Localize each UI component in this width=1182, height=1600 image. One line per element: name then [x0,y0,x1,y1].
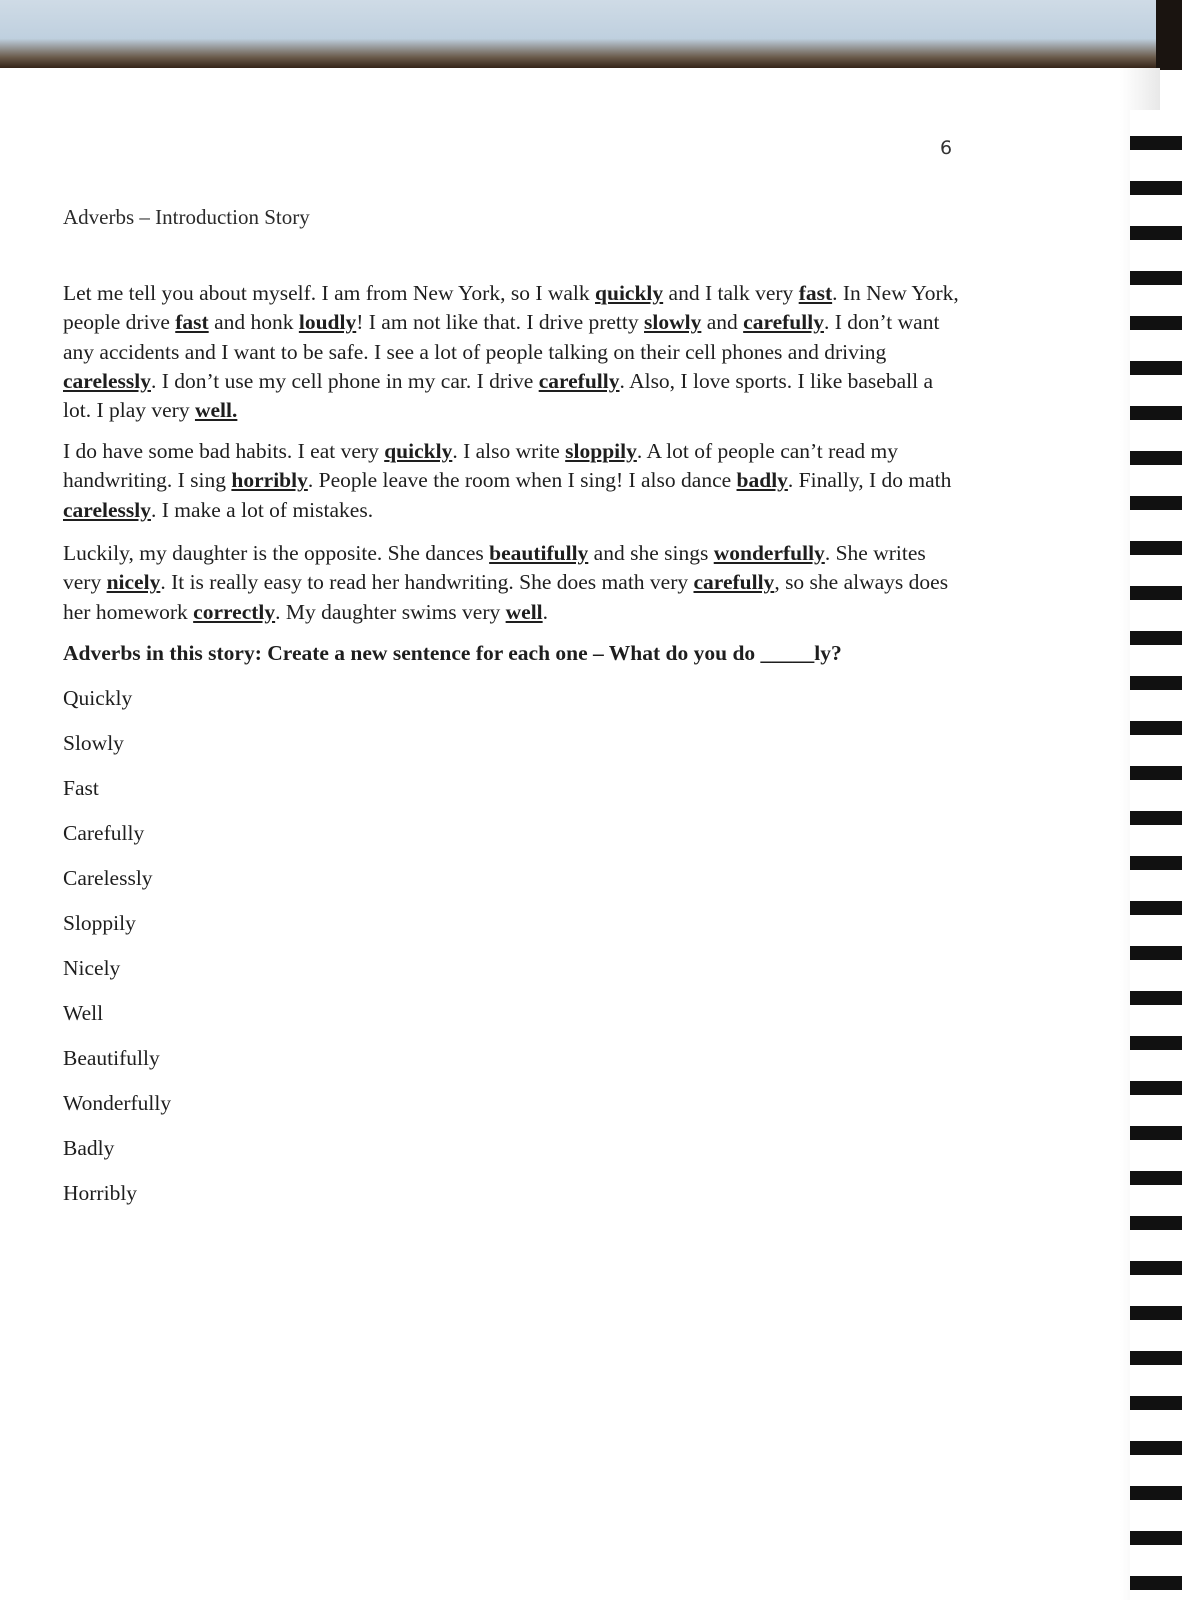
story-text: . I don’t want any accidents and I want to be safe. I see a lot of people talking on their cell phones and driving [63,310,940,364]
adverb-highlight: carefully [693,570,775,595]
story-text: . Also, I love sports. I like baseball a lot. I play very [63,368,933,423]
story-paragraph [63,539,963,627]
list-item: Wonderfully [63,1091,172,1115]
story-text: . I also write [452,439,566,463]
story-text: Let me tell you about myself. I am from New York, so I walk [63,281,596,305]
adverb-highlight: badly [736,468,788,493]
adverb-highlight: wonderfully [713,541,825,565]
adverb-highlight: fast [175,310,209,335]
story-text: . In New York, people drive [63,281,959,335]
scan-background-top [0,0,1182,70]
story-text: . I make a lot of mistakes. [150,497,374,522]
adverb-highlight: loudly [298,310,357,335]
adverb-highlight: quickly [595,281,664,305]
story-text: . People leave the room when I sing! I also dance [307,468,737,493]
story-text: and honk [208,310,299,335]
adverb-highlight: fast [798,281,833,305]
story-text: . It is really easy to read her handwriting. She does math very [160,570,694,595]
list-item: Well [63,1001,104,1025]
adverb-highlight: carelessly [63,497,151,522]
story-text: Luckily, my daughter is the opposite. She dances [63,541,490,565]
adverb-highlight: carefully [538,368,620,393]
scan-background-corner [1156,0,1182,70]
page-title: Adverbs – Introduction Story [63,205,310,229]
story-paragraph [63,279,963,425]
list-item: Slowly [63,731,124,755]
list-item: Horribly [63,1181,138,1205]
story-text: and she sings [588,541,714,565]
spiral-binding [1130,110,1182,1600]
list-item: Carefully [63,821,145,845]
story-text: and [701,310,744,335]
list-item: Quickly [63,686,133,710]
list-item: Badly [63,1136,115,1160]
adverb-list [63,684,171,1224]
story-text: . I don’t use my cell phone in my car. I drive [150,368,539,393]
adverb-highlight: slowly [644,310,702,335]
adverb-highlight: horribly [231,468,308,493]
story-paragraph [63,437,963,525]
story-text: and I talk very [663,281,799,305]
list-item: Nicely [63,956,121,980]
adverb-highlight: correctly [193,599,276,624]
story-text: , so she always does her homework [63,570,949,624]
adverb-highlight: quickly [384,439,453,463]
story-text: I do have some bad habits. I eat very [63,439,385,463]
adverb-highlight: beautifully [489,541,589,565]
adverb-highlight: well [505,599,543,624]
adverb-highlight: well. [194,398,238,423]
adverb-highlight: sloppily [565,439,637,463]
story-text: . She writes very [63,541,926,595]
adverb-highlight: carefully [743,310,824,335]
page-number: 6 [940,137,953,159]
list-item: Carelessly [63,866,153,890]
exercise-instruction: Adverbs in this story: Create a new sentence for each one – What do you do _____ly? [63,641,842,665]
story-text: . A lot of people can’t read my handwriting. I sing [63,439,898,493]
adverb-highlight: carelessly [63,368,151,393]
list-item: Fast [63,776,99,800]
list-item: Sloppily [63,911,136,935]
adverb-highlight: nicely [106,570,161,595]
list-item: Beautifully [63,1046,160,1070]
story-text: . Finally, I do math [787,468,952,493]
story-text: . My daughter swims very [275,599,506,624]
story-text: ! I am not like that. I drive pretty [356,310,645,335]
story-text: . [542,599,549,624]
